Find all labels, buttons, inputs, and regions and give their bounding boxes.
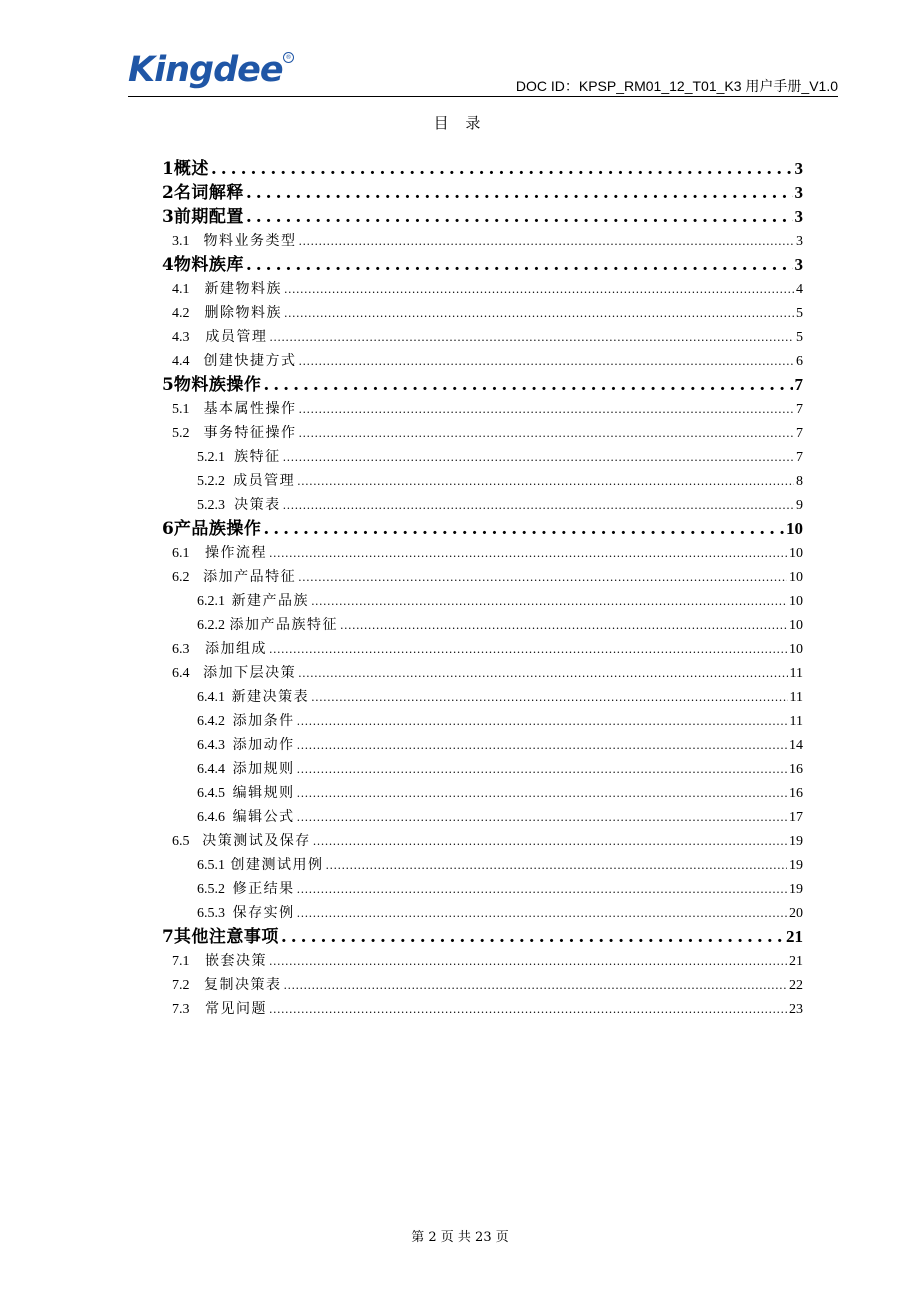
toc-entry-page: 10 <box>786 519 803 538</box>
toc-entry-label: 常见问题 <box>204 1001 267 1017</box>
toc-entry[interactable] <box>160 517 803 541</box>
toc-leader-dots <box>269 637 787 662</box>
toc-entry-number: 5.1 <box>172 402 190 417</box>
toc-leader-dots <box>297 805 787 830</box>
toc-entry-label: 创建快捷方式 <box>203 353 297 369</box>
toc-entry-label: 复制决策表 <box>204 977 282 993</box>
toc-leader-dots <box>211 157 793 181</box>
toc-entry[interactable] <box>160 373 803 397</box>
toc-entry-page: 19 <box>789 882 803 897</box>
toc-entry[interactable] <box>160 253 803 277</box>
toc-leader-dots <box>246 205 793 229</box>
toc-entry[interactable] <box>160 325 803 349</box>
toc-entry-label: 新建决策表 <box>231 689 310 705</box>
toc-entry-number: 6.2 <box>172 570 190 585</box>
toc-entry-label: 添加条件 <box>232 713 295 729</box>
toc-entry-page: 17 <box>789 810 803 825</box>
toc-entry[interactable] <box>160 829 803 853</box>
toc-entry-page: 11 <box>789 666 803 681</box>
toc-entry[interactable] <box>160 541 803 565</box>
toc-entry[interactable] <box>160 805 803 829</box>
toc-entry-page: 11 <box>789 714 803 729</box>
toc-entry-page: 21 <box>786 927 803 946</box>
toc-entry[interactable] <box>160 301 803 325</box>
toc-entry-number: 6.4.6 <box>197 810 225 825</box>
toc-entry-page: 3 <box>794 183 803 202</box>
toc-leader-dots <box>269 997 787 1022</box>
toc-entry-number: 6.5 <box>172 834 190 849</box>
toc-entry[interactable] <box>160 493 803 517</box>
toc-leader-dots <box>269 325 794 350</box>
toc-entry-number: 6.4.2 <box>197 714 225 729</box>
toc-entry-page: 10 <box>789 642 803 657</box>
toc-entry-label: 修正结果 <box>232 881 295 897</box>
toc-entry-label: 物料族库 <box>173 255 244 275</box>
toc-entry-number: 6.4.5 <box>197 786 225 801</box>
toc-entry-page: 21 <box>789 954 803 969</box>
toc-entry-page: 4 <box>796 282 803 297</box>
toc-entry-number: 6.5.3 <box>197 906 225 921</box>
toc-entry[interactable] <box>160 205 803 229</box>
toc-leader-dots <box>269 949 787 974</box>
toc-entry-label: 保存实例 <box>232 905 295 921</box>
toc-leader-dots <box>283 493 794 518</box>
toc-entry-page: 5 <box>796 306 803 321</box>
toc-entry[interactable] <box>160 637 803 661</box>
toc-entry-number: 6.2.2 <box>197 618 225 633</box>
toc-entry-label: 添加产品族特征 <box>229 617 338 633</box>
toc-entry-page: 5 <box>796 330 803 345</box>
toc-entry-number: 7 <box>162 927 174 947</box>
toc-entry-page: 7 <box>796 426 803 441</box>
toc-entry-page: 3 <box>794 255 803 274</box>
registered-mark-icon: ® <box>283 52 294 63</box>
toc-entry-page: 7 <box>796 402 803 417</box>
toc-entry-page: 19 <box>789 858 803 873</box>
toc-entry-label: 添加产品特征 <box>203 569 297 585</box>
toc-entry[interactable] <box>160 565 803 589</box>
toc-entry[interactable] <box>160 781 803 805</box>
toc-entry-number: 6 <box>162 519 174 539</box>
toc-entry[interactable] <box>160 949 803 973</box>
toc-entry-number: 6.4 <box>172 666 190 681</box>
toc-entry-label: 添加组成 <box>204 641 267 657</box>
toc-entry-page: 7 <box>796 450 803 465</box>
toc-leader-dots <box>298 661 787 686</box>
toc-leader-dots <box>298 565 787 590</box>
toc-entry-label: 名词解释 <box>173 183 244 203</box>
toc-entry-label: 操作流程 <box>204 545 267 561</box>
toc-entry[interactable] <box>160 349 803 373</box>
toc-entry[interactable] <box>160 877 803 901</box>
toc-entry-number: 5.2.1 <box>197 450 225 465</box>
toc-entry-number: 6.4.4 <box>197 762 225 777</box>
toc-leader-dots <box>263 373 792 397</box>
toc-leader-dots <box>297 877 787 902</box>
toc-entry[interactable] <box>160 157 803 181</box>
toc-entry[interactable] <box>160 469 803 493</box>
toc-leader-dots <box>263 517 784 541</box>
toc-entry[interactable] <box>160 181 803 205</box>
toc-leader-dots <box>297 469 794 494</box>
toc-entry-page: 10 <box>789 594 803 609</box>
toc-entry-number: 6.4.3 <box>197 738 225 753</box>
toc-entry-label: 新建产品族 <box>231 593 310 609</box>
toc-leader-dots <box>311 685 787 710</box>
toc-entry-number: 6.4.1 <box>197 690 225 705</box>
toc-leader-dots <box>299 421 794 446</box>
toc-entry-label: 嵌套决策 <box>204 953 267 969</box>
toc-entry-page: 22 <box>789 978 803 993</box>
toc-leader-dots <box>326 853 788 878</box>
toc-entry-number: 2 <box>162 183 174 203</box>
toc-entry[interactable] <box>160 277 803 301</box>
toc-leader-dots <box>297 757 787 782</box>
toc-leader-dots <box>299 397 794 422</box>
toc-entry[interactable] <box>160 613 803 637</box>
toc-entry-label: 成员管理 <box>233 473 296 489</box>
toc-leader-dots <box>281 925 784 949</box>
toc-entry-number: 7.3 <box>172 1002 190 1017</box>
toc-entry-number: 4.3 <box>172 330 190 345</box>
toc-leader-dots <box>246 253 793 277</box>
table-of-contents <box>160 157 803 1021</box>
toc-leader-dots <box>283 445 794 470</box>
toc-entry-number: 5.2.2 <box>197 474 225 489</box>
toc-title: 目 录 <box>433 114 487 132</box>
toc-entry-label: 决策表 <box>234 497 281 513</box>
toc-entry-page: 10 <box>789 546 803 561</box>
toc-entry[interactable] <box>160 685 803 709</box>
toc-entry-page: 23 <box>789 1002 803 1017</box>
toc-entry-page: 3 <box>794 159 803 178</box>
toc-entry-page: 3 <box>796 234 803 249</box>
toc-entry-label: 事务特征操作 <box>203 425 297 441</box>
toc-entry[interactable] <box>160 973 803 997</box>
toc-entry-label: 成员管理 <box>205 329 268 345</box>
toc-entry-label: 其他注意事项 <box>173 927 279 947</box>
toc-leader-dots <box>299 349 794 374</box>
toc-entry-page: 7 <box>794 375 803 394</box>
kingdee-logo: Kingdee <box>128 50 283 90</box>
toc-leader-dots <box>297 733 787 758</box>
toc-leader-dots <box>340 613 787 638</box>
toc-entry-number: 5.2.3 <box>197 498 225 513</box>
toc-entry-label: 创建测试用例 <box>230 857 324 873</box>
toc-entry-page: 6 <box>796 354 803 369</box>
toc-leader-dots <box>269 541 787 566</box>
toc-entry-page: 10 <box>789 570 803 585</box>
toc-entry[interactable] <box>160 589 803 613</box>
doc-id: DOC ID：KPSP_RM01_12_T01_K3 用户手册_V1.0 <box>515 78 838 94</box>
toc-entry-number: 6.5.2 <box>197 882 225 897</box>
toc-entry-page: 14 <box>789 738 803 753</box>
toc-entry[interactable] <box>160 421 803 445</box>
toc-leader-dots <box>284 973 787 998</box>
toc-leader-dots <box>246 181 793 205</box>
toc-entry-number: 6.1 <box>172 546 190 561</box>
toc-entry-label: 添加动作 <box>232 737 295 753</box>
toc-entry[interactable] <box>160 229 803 253</box>
toc-entry-number: 7.1 <box>172 954 190 969</box>
toc-entry[interactable] <box>160 733 803 757</box>
toc-entry[interactable] <box>160 445 803 469</box>
toc-entry-label: 前期配置 <box>173 207 244 227</box>
page-footer: 第 2 页 共 23 页 <box>411 1230 509 1245</box>
toc-leader-dots <box>297 709 788 734</box>
toc-entry-label: 概述 <box>173 159 209 179</box>
toc-entry-number: 6.2.1 <box>197 594 225 609</box>
toc-entry-number: 4.4 <box>172 354 190 369</box>
toc-entry[interactable] <box>160 853 803 877</box>
toc-entry-label: 决策测试及保存 <box>202 833 311 849</box>
toc-entry-number: 4.1 <box>172 282 190 297</box>
toc-entry-label: 族特征 <box>234 449 281 465</box>
toc-entry-label: 物料业务类型 <box>203 233 297 249</box>
toc-entry[interactable] <box>160 925 803 949</box>
toc-entry-label: 物料族操作 <box>173 375 262 395</box>
page-header <box>128 50 838 97</box>
toc-entry-page: 8 <box>796 474 803 489</box>
toc-entry[interactable] <box>160 757 803 781</box>
toc-entry[interactable] <box>160 997 803 1021</box>
toc-entry-label: 删除物料族 <box>204 305 282 321</box>
toc-entry-number: 6.3 <box>172 642 190 657</box>
toc-entry[interactable] <box>160 901 803 925</box>
toc-entry-label: 添加规则 <box>232 761 295 777</box>
toc-leader-dots <box>313 829 787 854</box>
toc-entry-page: 11 <box>789 690 803 705</box>
toc-leader-dots <box>297 781 787 806</box>
toc-entry-number: 1 <box>162 159 174 179</box>
toc-entry-number: 3.1 <box>172 234 190 249</box>
toc-entry-page: 19 <box>789 834 803 849</box>
toc-entry-number: 6.5.1 <box>197 858 225 873</box>
toc-leader-dots <box>284 277 794 302</box>
toc-entry-label: 产品族操作 <box>173 519 262 539</box>
toc-entry-page: 10 <box>789 618 803 633</box>
toc-entry[interactable] <box>160 661 803 685</box>
toc-entry-number: 4 <box>162 255 174 275</box>
toc-entry[interactable] <box>160 397 803 421</box>
toc-entry-page: 20 <box>789 906 803 921</box>
toc-leader-dots <box>297 901 787 926</box>
toc-leader-dots <box>284 301 794 326</box>
toc-entry-number: 7.2 <box>172 978 190 993</box>
toc-entry-label: 基本属性操作 <box>203 401 297 417</box>
toc-entry-label: 新建物料族 <box>204 281 282 297</box>
toc-entry[interactable] <box>160 709 803 733</box>
toc-entry-number: 5.2 <box>172 426 190 441</box>
toc-entry-label: 编辑规则 <box>232 785 295 801</box>
toc-entry-label: 添加下层决策 <box>203 665 297 681</box>
toc-entry-page: 16 <box>789 786 803 801</box>
toc-entry-number: 4.2 <box>172 306 190 321</box>
toc-entry-label: 编辑公式 <box>232 809 295 825</box>
toc-entry-number: 3 <box>162 207 174 227</box>
toc-entry-number: 5 <box>162 375 174 395</box>
toc-leader-dots <box>311 589 787 614</box>
toc-leader-dots <box>299 229 794 254</box>
toc-entry-page: 16 <box>789 762 803 777</box>
toc-entry-page: 9 <box>796 498 803 513</box>
toc-entry-page: 3 <box>794 207 803 226</box>
